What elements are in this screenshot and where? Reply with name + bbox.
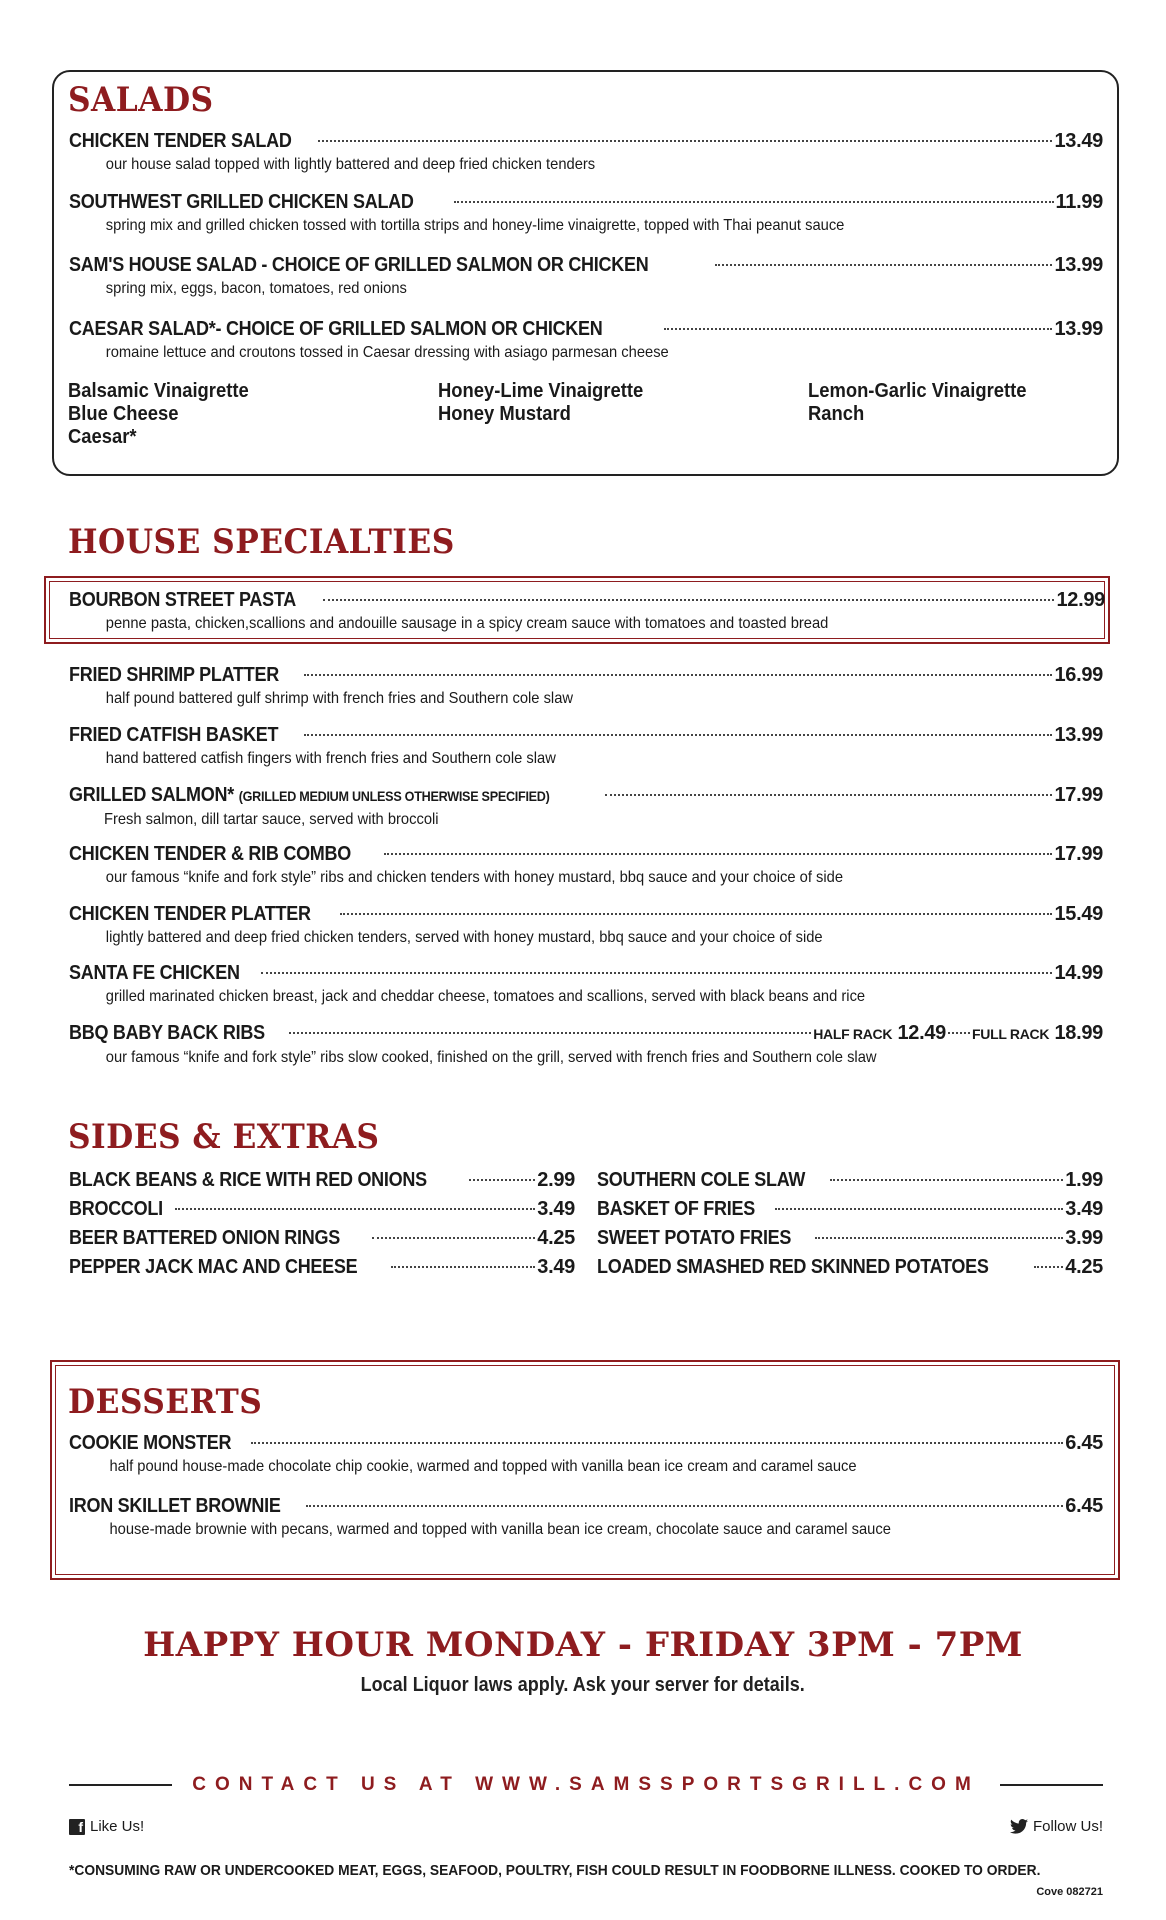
item-price: 15.49 xyxy=(1054,903,1103,925)
item-description: half pound house-made chocolate chip cookie, warmed and topped with vanilla bean ice cream and caramel sauce xyxy=(109,1458,857,1475)
item-name-text: GRILLED SALMON* xyxy=(69,784,234,806)
side-item xyxy=(69,1253,575,1282)
item-price: 4.25 xyxy=(1065,1256,1103,1278)
dressing-option: Balsamic Vinaigrette xyxy=(68,380,249,402)
item-description: half pound battered gulf shrimp with french fries and Southern cole slaw xyxy=(105,690,574,707)
leader-dots xyxy=(1034,1266,1063,1268)
item-name: CHICKEN TENDER & RIB COMBO xyxy=(69,843,351,865)
item-name: LOADED SMASHED RED SKINNED POTATOES xyxy=(597,1256,989,1278)
menu-item xyxy=(69,1020,1103,1069)
leader-dots xyxy=(664,328,1053,330)
menu-item xyxy=(69,189,1103,252)
contact-link[interactable]: CONTACT US AT WWW.SAMSSPORTSGRILL.COM xyxy=(192,1774,980,1795)
item-description: house-made brownie with pecans, warmed and topped with vanilla bean ice cream, chocolate sauce and caramel sauce xyxy=(109,1521,891,1538)
item-name: CHICKEN TENDER SALAD xyxy=(69,130,292,152)
item-name: FRIED CATFISH BASKET xyxy=(69,724,279,746)
leader-dots xyxy=(251,1442,1063,1444)
leader-dots xyxy=(391,1266,535,1268)
item-price: 17.99 xyxy=(1054,843,1103,865)
item-description: penne pasta, chicken,scallions and andouille sausage in a spicy cream sauce with tomatoes and toasted bread xyxy=(105,615,829,632)
item-name: IRON SKILLET BROWNIE xyxy=(69,1495,281,1517)
foodborne-disclaimer: *CONSUMING RAW OR UNDERCOOKED MEAT, EGGS, SEAFOOD, POULTRY, FISH COULD RESULT IN FOODBORNE ILLNESS. COOKED TO ORDER. xyxy=(69,1862,1041,1879)
menu-item xyxy=(69,782,1103,841)
item-price: 16.99 xyxy=(1054,664,1103,686)
leader-dots xyxy=(340,913,1053,915)
leader-dots xyxy=(384,853,1052,855)
side-item xyxy=(597,1224,1103,1253)
side-item xyxy=(69,1166,575,1195)
item-note: (GRILLED MEDIUM UNLESS OTHERWISE SPECIFIED) xyxy=(238,788,550,804)
item-description: lightly battered and deep fried chicken tenders, served with honey mustard, bbq sauce and your choice of side xyxy=(105,929,823,946)
item-description: romaine lettuce and croutons tossed in Caesar dressing with asiago parmesan cheese xyxy=(105,344,669,361)
item-name: BASKET OF FRIES xyxy=(597,1198,755,1220)
side-item xyxy=(597,1166,1103,1195)
item-price: 11.99 xyxy=(1055,191,1103,213)
item-name: SOUTHERN COLE SLAW xyxy=(597,1169,806,1191)
item-name xyxy=(69,782,550,809)
leader-dots xyxy=(261,972,1053,974)
item-description: spring mix, eggs, bacon, tomatoes, red onions xyxy=(105,280,407,297)
happy-hour-title: HAPPY HOUR MONDAY - FRIDAY 3PM - 7PM xyxy=(143,1625,1023,1665)
item-price: 12.99 xyxy=(1056,589,1105,611)
menu-item xyxy=(69,960,1103,1020)
item-name: CHICKEN TENDER PLATTER xyxy=(69,903,311,925)
item-name: BOURBON STREET PASTA xyxy=(69,589,296,611)
item-description: Fresh salmon, dill tartar sauce, served with broccoli xyxy=(103,811,439,828)
side-item xyxy=(69,1224,575,1253)
house-specialties-title: HOUSE SPECIALTIES xyxy=(68,522,455,562)
leader-dots xyxy=(306,1505,1063,1507)
item-name: SOUTHWEST GRILLED CHICKEN SALAD xyxy=(69,191,414,213)
twitter-link[interactable] xyxy=(1010,1818,1103,1835)
leader-dots xyxy=(454,201,1054,203)
dressing-option: Lemon-Garlic Vinaigrette xyxy=(808,380,1027,402)
sides-list-right xyxy=(597,1166,1103,1282)
divider xyxy=(69,1784,172,1786)
leader-dots xyxy=(948,1032,970,1034)
item-name: BLACK BEANS & RICE WITH RED ONIONS xyxy=(69,1169,427,1191)
leader-dots xyxy=(775,1208,1064,1210)
leader-dots xyxy=(830,1179,1063,1181)
item-price: 13.99 xyxy=(1054,724,1103,746)
item-description: our famous “knife and fork style” ribs and chicken tenders with honey mustard, bbq sauce and your choice of side xyxy=(105,869,844,886)
desserts-list xyxy=(69,1430,1103,1541)
menu-item xyxy=(69,662,1103,722)
item-description: our house salad topped with lightly battered and deep fried chicken tenders xyxy=(105,156,596,173)
item-price: 3.49 xyxy=(1065,1198,1103,1220)
item-price: 14.99 xyxy=(1054,962,1103,984)
menu-code: Cove 082721 xyxy=(1036,1886,1103,1898)
desserts-title: DESSERTS xyxy=(68,1382,263,1422)
item-price: 3.49 xyxy=(537,1256,575,1278)
leader-dots xyxy=(304,734,1053,736)
like-us-label: Like Us! xyxy=(90,1818,145,1835)
dressing-option: Ranch xyxy=(808,403,865,425)
leader-dots xyxy=(175,1208,535,1210)
item-description: grilled marinated chicken breast, jack and cheddar cheese, tomatoes and scallions, served with black beans and rice xyxy=(105,988,866,1005)
leader-dots xyxy=(605,794,1052,796)
item-price: 1.99 xyxy=(1065,1169,1103,1191)
menu-item xyxy=(69,1430,1103,1493)
leader-dots xyxy=(469,1179,536,1181)
follow-us-label: Follow Us! xyxy=(1032,1818,1103,1835)
item-price: 3.49 xyxy=(537,1198,575,1220)
menu-item xyxy=(69,901,1103,960)
side-item xyxy=(597,1195,1103,1224)
full-rack-label: FULL RACK xyxy=(972,1026,1050,1042)
item-name: BEER BATTERED ONION RINGS xyxy=(69,1227,340,1249)
happy-hour-subtitle-text: Local Liquor laws apply. Ask your server for details. xyxy=(360,1674,806,1696)
menu-item xyxy=(69,722,1103,782)
menu-item xyxy=(69,128,1103,189)
dressing-column xyxy=(68,380,438,449)
sides-list-left xyxy=(69,1166,575,1282)
item-price: 17.99 xyxy=(1054,784,1103,806)
dressing-options xyxy=(68,380,1108,449)
item-price: 4.25 xyxy=(537,1227,575,1249)
dressing-option: Honey-Lime Vinaigrette xyxy=(438,380,644,402)
house-specialties-list xyxy=(69,662,1103,1069)
dressing-column xyxy=(438,380,808,449)
full-rack-price: 18.99 xyxy=(1054,1022,1103,1044)
item-name: SAM'S HOUSE SALAD - CHOICE OF GRILLED SALMON OR CHICKEN xyxy=(69,254,649,276)
leader-dots xyxy=(318,140,1052,142)
menu-item xyxy=(69,316,1103,376)
dressing-column xyxy=(808,380,1108,449)
item-description: our famous “knife and fork style” ribs slow cooked, finished on the grill, served with french fries and Southern cole slaw xyxy=(105,1049,877,1066)
dressing-option: Honey Mustard xyxy=(438,403,571,425)
item-price: 6.45 xyxy=(1065,1432,1103,1454)
item-description: spring mix and grilled chicken tossed with tortilla strips and honey-lime vinaigrette, topped with Thai peanut sauce xyxy=(105,217,845,234)
leader-dots xyxy=(372,1237,535,1239)
divider xyxy=(1000,1784,1103,1786)
item-price: 3.99 xyxy=(1065,1227,1103,1249)
salads-list xyxy=(69,128,1103,376)
item-name: SWEET POTATO FRIES xyxy=(597,1227,792,1249)
leader-dots xyxy=(323,599,1054,601)
dressing-option: Caesar* xyxy=(68,426,137,448)
half-rack-price: 12.49 xyxy=(897,1022,947,1044)
item-price: 13.99 xyxy=(1054,318,1103,340)
menu-item xyxy=(69,1493,1103,1541)
sides-title: SIDES & EXTRAS xyxy=(68,1117,380,1157)
item-price: 13.49 xyxy=(1054,130,1103,152)
item-name: CAESAR SALAD*- CHOICE OF GRILLED SALMON OR CHICKEN xyxy=(69,318,603,340)
salads-title: SALADS xyxy=(68,80,214,120)
happy-hour-subtitle xyxy=(0,1674,1166,1697)
item-price xyxy=(972,1020,1103,1047)
item-name: SANTA FE CHICKEN xyxy=(69,962,240,984)
menu-item xyxy=(69,841,1103,901)
half-rack-label: HALF RACK xyxy=(813,1026,893,1042)
item-name: COOKIE MONSTER xyxy=(69,1432,232,1454)
leader-dots xyxy=(304,674,1052,676)
item-name: FRIED SHRIMP PLATTER xyxy=(69,664,279,686)
menu-item xyxy=(69,252,1103,316)
twitter-icon xyxy=(1010,1819,1028,1834)
item-name: BBQ BABY BACK RIBS xyxy=(69,1022,265,1044)
leader-dots xyxy=(715,264,1053,266)
facebook-link[interactable] xyxy=(69,1818,144,1835)
facebook-icon: f xyxy=(69,1819,85,1835)
side-item xyxy=(69,1195,575,1224)
side-item xyxy=(597,1253,1103,1282)
item-description: hand battered catfish fingers with french fries and Southern cole slaw xyxy=(105,750,556,767)
leader-dots xyxy=(289,1032,812,1034)
item-price: 13.99 xyxy=(1054,254,1103,276)
contact-row xyxy=(69,1770,1103,1800)
item-price: 2.99 xyxy=(537,1169,575,1191)
item-name: BROCCOLI xyxy=(69,1198,163,1220)
item-price xyxy=(813,1020,946,1047)
item-name: PEPPER JACK MAC AND CHEESE xyxy=(69,1256,358,1278)
dressing-option: Blue Cheese xyxy=(68,403,179,425)
featured-menu-item xyxy=(69,587,1105,635)
item-price: 6.45 xyxy=(1065,1495,1103,1517)
leader-dots xyxy=(815,1237,1064,1239)
